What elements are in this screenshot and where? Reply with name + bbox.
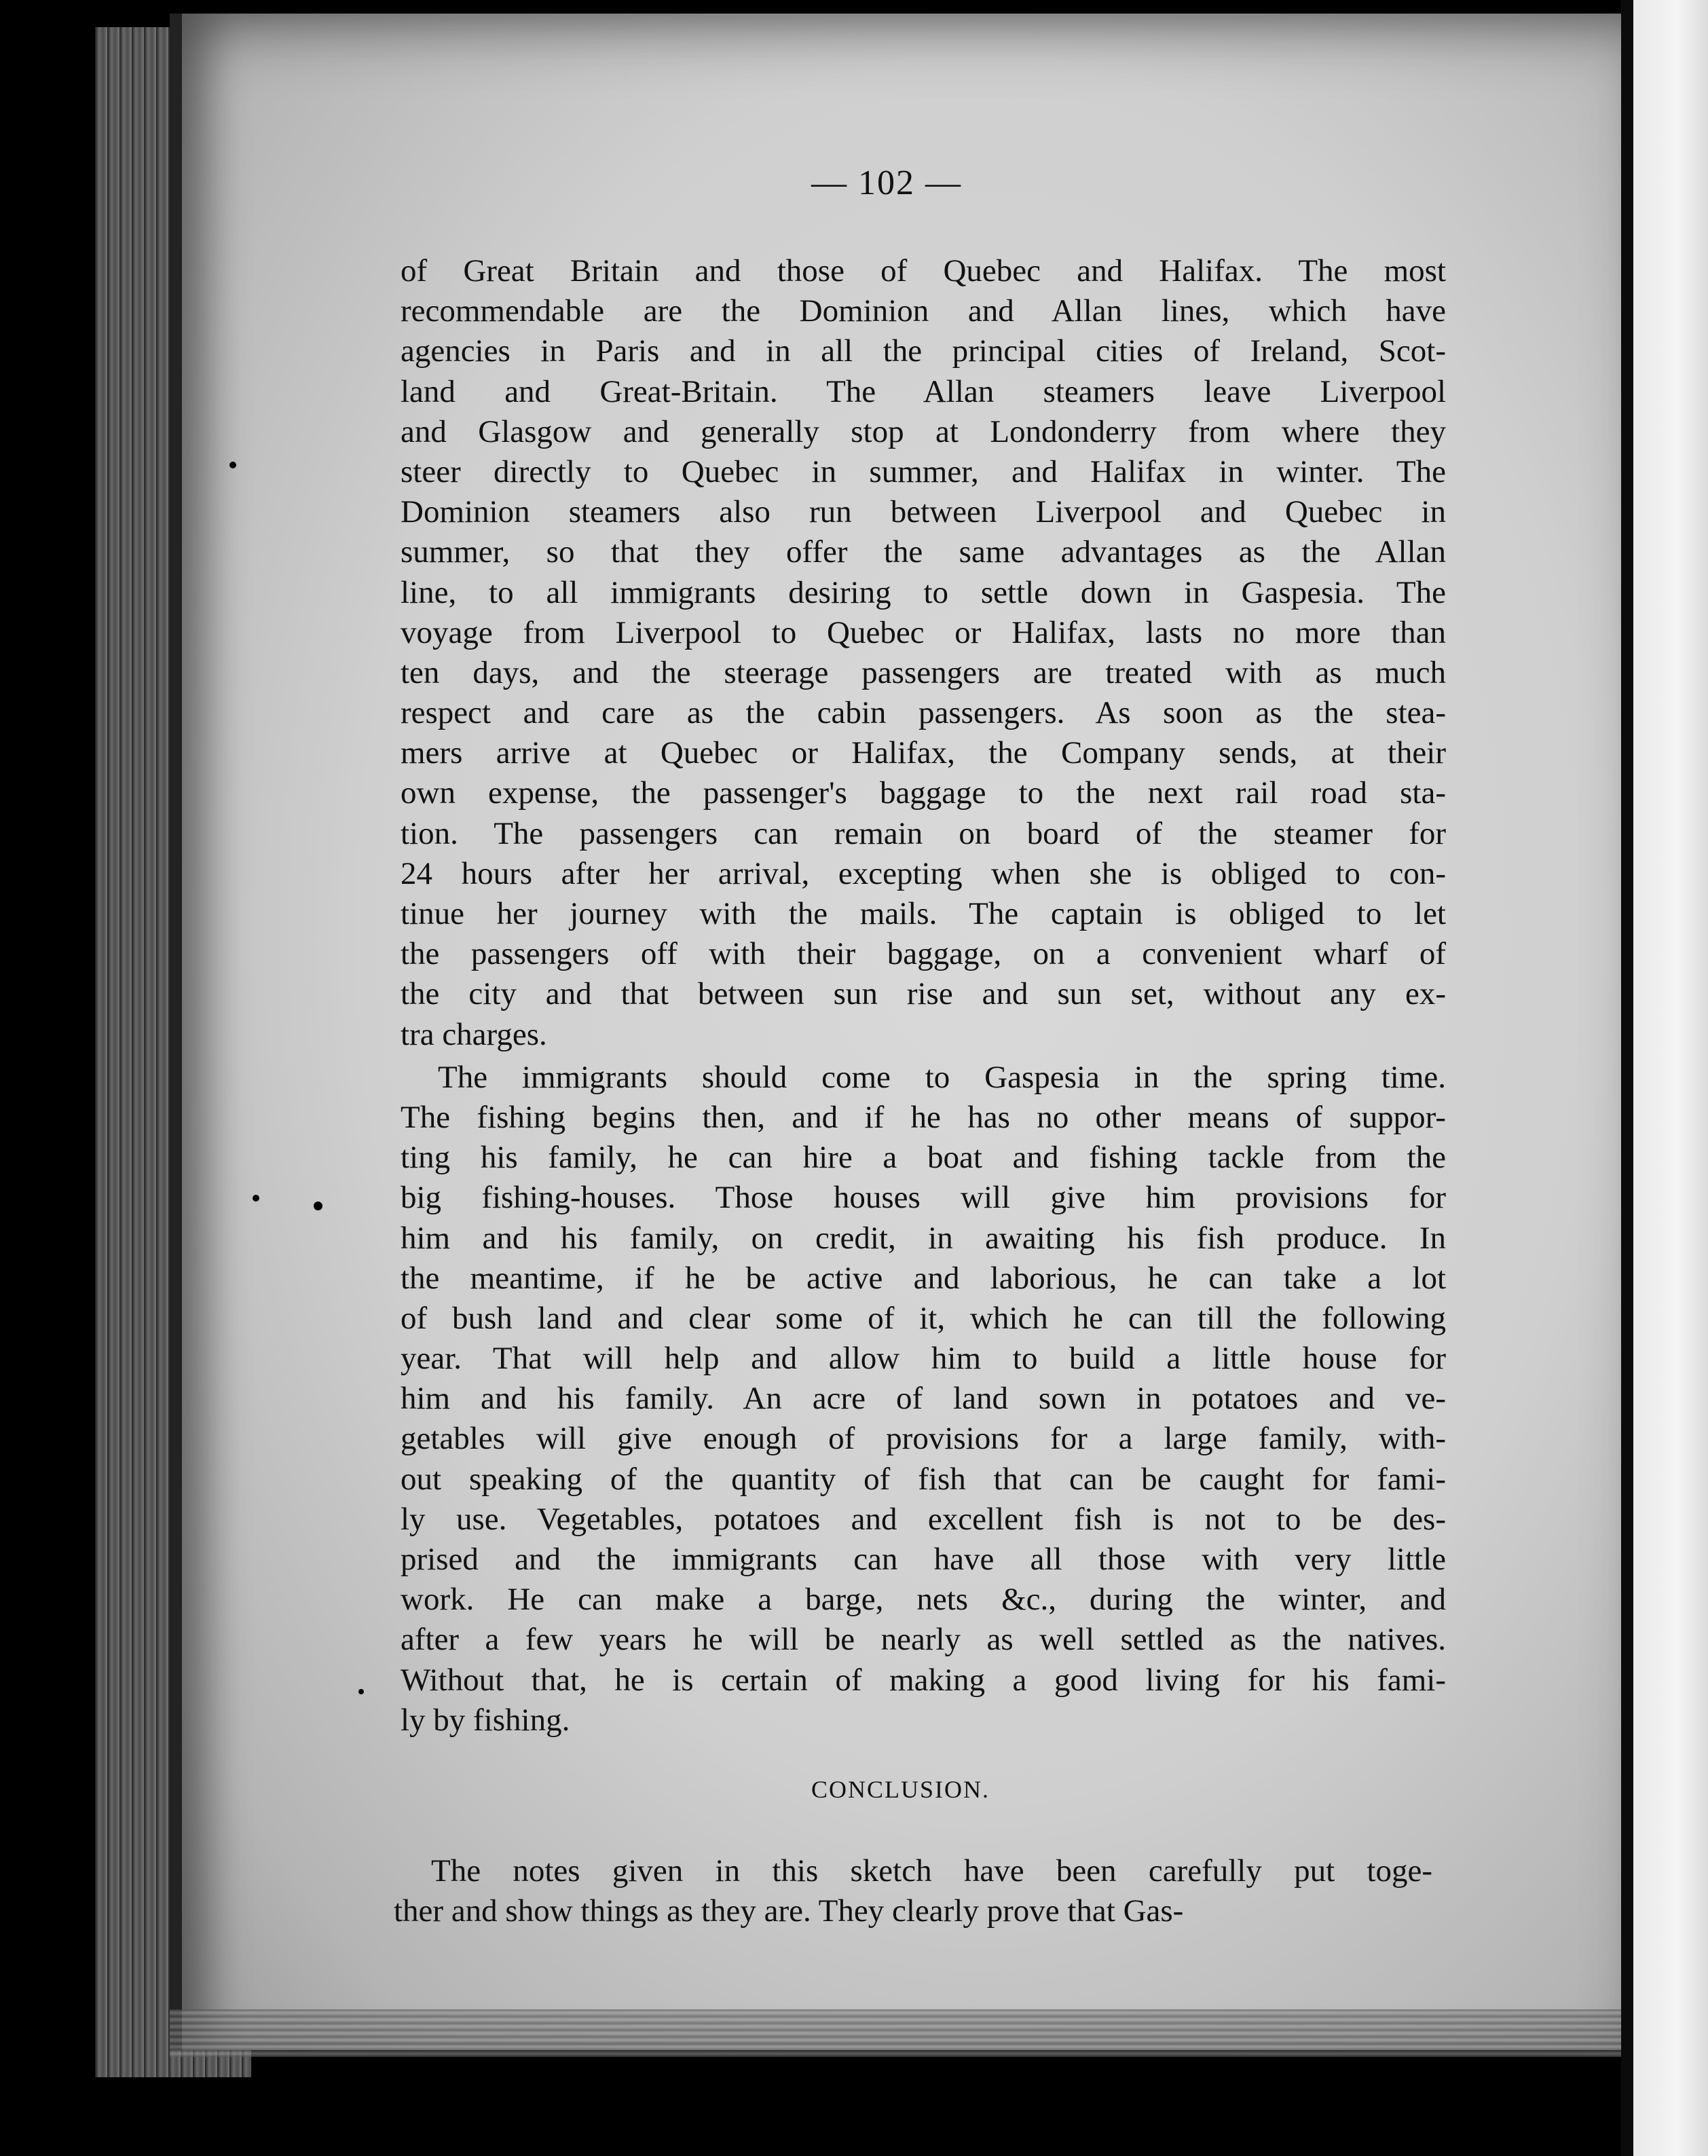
text-line: recommendable are the Dominion and Allan lines, which have	[401, 293, 1446, 329]
text-line: The immigrants should come to Gaspesia in the spring time.	[438, 1059, 1446, 1095]
text-line: ting his family, he can hire a boat and fishing tackle from the	[401, 1140, 1446, 1176]
book-gutter	[1621, 0, 1633, 2156]
text-line: the city and that between sun rise and sun set, without any ex-	[401, 976, 1446, 1012]
text-line: year. That will help and allow him to build a little house for	[401, 1341, 1446, 1377]
text-line: 24 hours after her arrival, excepting when she is obliged to con-	[401, 855, 1446, 891]
text-line: ten days, and the steerage passengers are treated with as much	[401, 654, 1446, 690]
text-line: big fishing-houses. Those houses will give him provisions for	[401, 1180, 1446, 1216]
text-line: tra charges.	[401, 1016, 547, 1052]
text-line: summer, so that they offer the same advantages as the Allan	[401, 534, 1446, 570]
body-text	[401, 251, 1446, 1741]
text-line: steer directly to Quebec in summer, and Halifax in winter. The	[401, 453, 1446, 489]
margin-speck	[314, 1202, 322, 1210]
text-line: work. He can make a barge, nets &c., during the winter, and	[401, 1582, 1446, 1618]
text-line: land and Great-Britain. The Allan steamers leave Liverpool	[401, 373, 1446, 409]
text-line: ly use. Vegetables, potatoes and excellent fish is not to be des-	[401, 1501, 1446, 1537]
text-line: prised and the immigrants can have all those with very little	[401, 1542, 1446, 1577]
text-line: the passengers off with their baggage, on a convenient wharf of	[401, 936, 1446, 972]
margin-speck	[229, 462, 236, 468]
text-line: Dominion steamers also run between Liverpool and Quebec in	[401, 494, 1446, 530]
page-number: — 102 —	[811, 164, 962, 202]
text-line: voyage from Liverpool to Quebec or Halifax, lasts no more than	[401, 614, 1446, 650]
text-line: The notes given in this sketch have been carefully put toge-	[431, 1853, 1432, 1889]
text-line: of Great Britain and those of Quebec and Halifax. The most	[401, 253, 1446, 289]
paragraph-1	[401, 251, 1446, 1055]
text-line: Without that, he is certain of making a good living for his fami-	[401, 1662, 1446, 1698]
bottom-page-edges	[170, 2009, 1622, 2057]
text-line: the meantime, if he be active and laborious, he can take a lot	[401, 1260, 1446, 1296]
text-line: respect and care as the cabin passengers. As soon as the stea-	[401, 695, 1446, 731]
text-line: ly by fishing.	[401, 1702, 570, 1738]
margin-speck	[253, 1195, 259, 1202]
text-line: out speaking of the quantity of fish that can be caught for fami-	[401, 1461, 1446, 1497]
text-line: getables will give enough of provisions for a large family, with-	[401, 1421, 1446, 1457]
facing-page-edge	[1633, 0, 1708, 2156]
text-line: and Glasgow and generally stop at Londonderry from where they	[401, 413, 1446, 449]
text-line: him and his family. An acre of land sown in potatoes and ve-	[401, 1381, 1446, 1417]
conclusion-text	[394, 1850, 1432, 1930]
section-heading: CONCLUSION.	[811, 1776, 990, 1803]
margin-speck	[358, 1689, 364, 1694]
paragraph-2	[401, 1058, 1446, 1741]
text-line: him and his family, on credit, in awaiting his fish produce. In	[401, 1220, 1446, 1256]
text-line: line, to all immigrants desiring to settle down in Gaspesia. The	[401, 574, 1446, 610]
text-line: agencies in Paris and in all the principal cities of Ireland, Scot-	[401, 333, 1446, 369]
text-line: mers arrive at Quebec or Halifax, the Company sends, at their	[401, 735, 1446, 771]
text-line: of bush land and clear some of it, which he can till the following	[401, 1300, 1446, 1336]
text-line: own expense, the passenger's baggage to the next rail road sta-	[401, 775, 1446, 811]
text-line: The fishing begins then, and if he has no other means of suppor-	[401, 1099, 1446, 1135]
text-line: after a few years he will be nearly as well settled as the natives.	[401, 1622, 1446, 1658]
text-line: tinue her journey with the mails. The captain is obliged to let	[401, 896, 1446, 931]
text-line: ther and show things as they are. They clearly prove that Gas-	[394, 1893, 1184, 1929]
text-line: tion. The passengers can remain on board of the steamer for	[401, 815, 1446, 851]
